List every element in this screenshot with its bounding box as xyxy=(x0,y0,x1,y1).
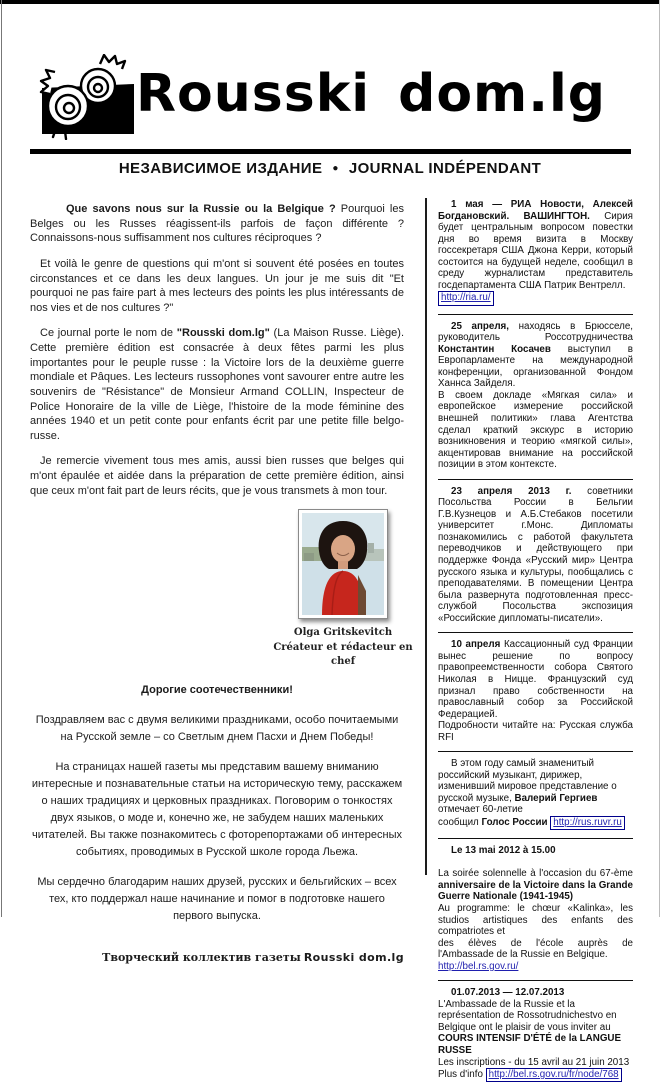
bold-text: 10 апреля xyxy=(451,639,501,651)
text-run: Et voilà le genre de questions qui m'ont si souvent été posées en toutes circonstances et ce dans les deux langues. Un jour je me suis dit "Et pourquoi ne pas faire part à mes lecteurs des points les plus intéressants de nos vies et de nos cultures ?" xyxy=(30,257,404,314)
news-item xyxy=(438,479,633,633)
news-item xyxy=(438,751,633,838)
text-run: Plus d'info xyxy=(438,1069,486,1081)
text-run: выступил в Европарламенте на международной конференции, организованной Фондом Ханнса Зайделя. xyxy=(438,343,633,390)
editor-photo xyxy=(298,509,388,619)
bold-text: 25 апреля, xyxy=(451,320,509,332)
masthead-rule xyxy=(30,149,631,154)
french-paragraph xyxy=(30,326,404,443)
news-item xyxy=(438,838,633,980)
russian-heading: Дорогие соотечественники! xyxy=(141,683,293,696)
text-run: Au programme: le chœur «Kalinka», les studios artistiques des enfants des compatriotes et xyxy=(438,902,633,938)
editorial-column xyxy=(30,202,413,967)
bold-text: 23 апреля 2013 г. xyxy=(451,485,572,497)
text-run: Les inscriptions - du 15 avril au 21 juin 2013 xyxy=(438,1056,630,1068)
text-run: des élèves de l'école auprès de l'Ambassade de la Russie en Belgique. xyxy=(438,937,633,961)
text-run: находясь в Брюсселе, руководитель Россотрудничества xyxy=(438,320,633,344)
bold-text: Le 13 mai 2012 à 15.00 xyxy=(451,845,556,857)
hyperlink[interactable]: http://bel.rs.gov.ru/ xyxy=(438,960,519,972)
signature-text: Творческий коллектив газеты xyxy=(102,951,301,965)
russian-greeting-section xyxy=(30,682,404,968)
text-run: Сирия будет центральным вопросом повестки дня во время визита в Москву госсекретаря США Джона Керри, который состоится на будущей неделе, сообщил в среду журналистам представитель госдепартамента США Патрик Вентрелл. xyxy=(438,210,633,291)
french-paragraph xyxy=(30,454,404,498)
news-item xyxy=(438,193,633,314)
hyperlink[interactable]: http://rus.ruvr.ru xyxy=(550,816,625,830)
hyperlink[interactable]: http://bel.rs.gov.ru/fr/node/768 xyxy=(486,1068,622,1082)
tagline-french: JOURNAL INDÉPENDANT xyxy=(348,160,542,177)
text-run: Pourquoi les Belges ou les Russes réagissent-ils parfois de façon différente ? Connaissons-nous suffisamment nos cultures réciproques ? xyxy=(30,203,404,245)
editor-photo-figure xyxy=(268,509,418,670)
signature-brand: Rousski dom.lg xyxy=(303,951,404,965)
news-item xyxy=(438,632,633,751)
photo-caption-name: Olga Gritskevitch xyxy=(293,627,393,639)
title-word-2: dom.lg xyxy=(398,64,607,124)
hyperlink[interactable]: http://ria.ru/ xyxy=(438,291,494,305)
text-run: Ce journal porte le nom de xyxy=(40,327,177,340)
russian-paragraph: Поздравляем вас с двумя великими праздниками, особо почитаемыми на Русской земле – со Светлым днем Пасхи и Днем Победы! xyxy=(35,713,399,743)
bold-text: Que savons nous sur la Russie ou la Belgique ? xyxy=(66,203,336,215)
bold-text: COURS INTENSIF D'ÉTÉ de la LANGUE RUSSE xyxy=(438,1033,622,1056)
tagline-russian: НЕЗАВИСИМОЕ ИЗДАНИЕ xyxy=(118,160,323,177)
text-run: Кассационный суд Франции вынес решение по вопросу правопреемственности собора Святого Николая в Ницце. Французский суд признал право собственности на православный собор за Российской Федерацией. xyxy=(438,639,634,720)
text-run: Je remercie vivement tous mes amis, aussi bien russes que belges qui m'ont épaulée et aidée dans la préparation de cette première édition, ainsi que ceux m'ont fait part de leurs récits, que je vous transmets à mon tour. xyxy=(30,455,404,497)
french-editorial xyxy=(30,202,404,498)
column-divider xyxy=(425,198,427,875)
scan-left-edge xyxy=(1,0,2,917)
logo-matryoshka-icon xyxy=(38,54,138,140)
bold-text: "Rousski dom.lg" xyxy=(176,327,270,340)
signature-line xyxy=(30,949,404,967)
text-run: отмечает 60-летие xyxy=(438,804,523,816)
russian-paragraphs xyxy=(30,712,404,926)
bold-text: anniversaire de la Victoire dans la Grande Guerre Nationale (1941-1945) xyxy=(438,879,633,903)
russian-paragraph: На страницах нашей газеты мы представим вашему вниманию интересные и познавательные статьи на историческую тему, расскажем о наших традициях и церковных праздниках. Поговорим о тонкостях двух языков, о моде и, конечно же, не забудем наших маленьких читателей. Вы также познакомитесь с фоторепортажами об интересных событиях, проводимых в Русской школе города Льежа. xyxy=(31,760,403,859)
photo-caption-role: Créateur et rédacteur en chef xyxy=(273,641,413,668)
news-item xyxy=(438,314,633,479)
tagline xyxy=(0,160,660,177)
russian-paragraph: Мы сердечно благодарим наших друзей, русских и бельгийских – всех тех, кто поддержал наше начинание и помог в подготовке нашего первого выпуска. xyxy=(37,876,397,923)
text-run: (La Maison Russe. Liège). Cette première édition est consacrée à deux fêtes parmi les plus importantes pour le peuple russe : la Victoire lors de la deuxième guerre mondiale et Pâques. Les lecteurs russophones vont savourer entre autre les souvenirs de "Résistance" de Monsieur Armand COLLIN, Inspecteur de Police Honoraire de la ville de Liège, l'histoire de la mode féminine des années 1940 et un petit conte pour enfants écrit par une petite fille belgo-russe. xyxy=(30,327,404,442)
text-run: La soirée solennelle à l'occasion du 67-ème xyxy=(438,868,633,880)
bold-text: 1 мая — РИА Новости, Алексей Богдановский. ВАШИНГТОН. xyxy=(438,199,633,222)
scan-top-edge xyxy=(0,0,660,4)
title-word-1: Rousski xyxy=(136,64,371,124)
text-run: советники Посольства России в Бельгии Г.В.Кузнецов и А.Б.Стебаков посетили университет г.Монс. Дипломаты познакомились с работой факультета переводчиков и действующего при поддержке Фонда «Русский мир» Центра русского языка и культуры, пообщались с преподавателями. В помещении Центра была развернута подготовленная пресс-службой Посольства экспозиция «Российские дипломаты-писатели». xyxy=(438,485,633,624)
news-item xyxy=(438,980,633,1090)
text-run: Подробности читайте на: Русская служба RFI xyxy=(438,720,633,743)
page-title xyxy=(136,64,606,124)
french-paragraph xyxy=(30,202,404,246)
text-run: L'Ambassade de la Russie et la représentation de Rossotrudnichestvo en Belgique ont le plaisir de vous inviter au xyxy=(438,998,617,1033)
text-run: В своем докладе «Мягкая сила» и европейское измерение российской внешней политики» глава Агентства сделал краткий экскурс в историю возникновения и теорию «мягкой силы», акцентировав внимание на российской позиции в этом контексте. xyxy=(438,389,633,471)
text-run: сообщил xyxy=(438,816,482,828)
news-column xyxy=(438,193,633,1090)
french-paragraph xyxy=(30,257,404,316)
bold-text: Голос России xyxy=(481,816,548,828)
bold-text: Константин Косачев xyxy=(438,343,551,355)
bold-text: Валерий Гергиев xyxy=(514,792,598,804)
bold-text: 01.07.2013 — 12.07.2013 xyxy=(451,987,565,999)
text-run: В этом году самый знаменитый российский музыкант, дирижер, изменивший мировое представление о русской музыке, xyxy=(438,758,617,804)
bullet-separator-icon: ● xyxy=(332,163,339,174)
